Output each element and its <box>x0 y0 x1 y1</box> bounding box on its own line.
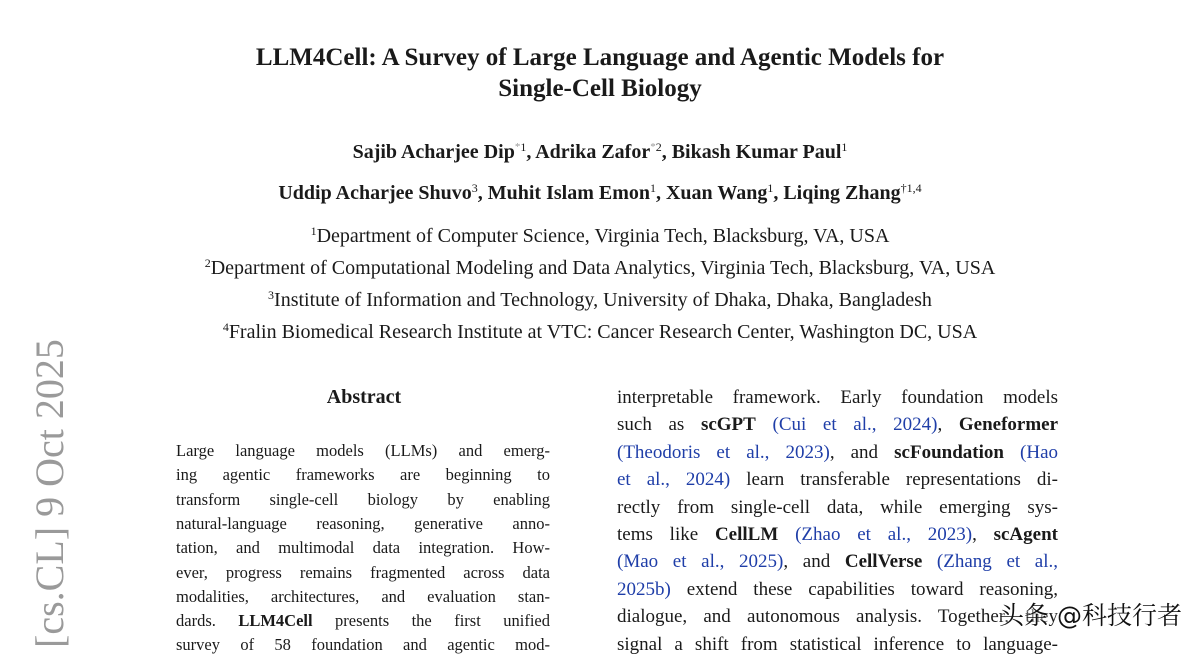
author-affiliation-sup: 1 <box>767 181 774 195</box>
author-line-2: Uddip Acharjee Shuvo$^3$, Muhit Islam Emon$^1$, Xuan Wang$^1$, Liqing Zhang$^{\dagger 1,4}$ <box>278 181 922 204</box>
author-name: Bikash Kumar Paul <box>671 141 842 163</box>
author-affiliation-sup: 2 <box>655 140 662 154</box>
text-run: , <box>972 524 994 545</box>
model-name: scFoundation <box>894 441 1004 463</box>
text-run: tems like <box>617 524 715 545</box>
citation-link[interactable]: 2025b) <box>617 578 671 600</box>
citation-link[interactable]: (Zhang et al., <box>936 551 1058 573</box>
author-name: Muhit Islam Emon <box>487 182 650 204</box>
equal-contribution-mark: * <box>650 141 656 153</box>
body-line <box>617 387 1058 409</box>
arxiv-sidebar-stamp <box>28 339 72 648</box>
model-name: LLM4Cell <box>238 611 313 631</box>
model-name: CellLM <box>714 524 779 545</box>
text-run: , <box>937 414 959 436</box>
author-line-1: Sajib Acharjee Dip$^{*1}$, Adrika Zafor$^{*2}$, Bikash Kumar Paul$^1$ <box>352 140 848 163</box>
abstract-line <box>176 490 550 510</box>
arxiv-stamp-text: [cs.CL] 9 Oct 2025 <box>27 339 72 648</box>
text-run <box>778 524 795 545</box>
text-run: extend these capabilities toward reasoning, <box>670 578 1058 600</box>
text-run: transform single-cell biology by enabling <box>176 489 550 509</box>
affiliation-2: $^2$Department of Computational Modeling and Data Analytics, Virginia Tech, Blacksburg, VA, USA <box>204 256 996 279</box>
text-run: dialogue, and autonomous analysis. Together, they <box>617 606 1058 628</box>
paper-title <box>0 42 1200 104</box>
title-line-2: Single-Cell Biology <box>498 75 702 102</box>
affiliation-4: $^4$Fralin Biomedical Research Institute at VTC: Cancer Research Center, Washington DC, USA <box>222 320 978 343</box>
text-run: signal a shift from statistical inference to language- <box>617 633 1058 655</box>
abstract-line <box>176 611 550 631</box>
author-affiliation-sup: 1 <box>649 181 656 195</box>
text-run: interpretable framework. Early foundation models <box>617 387 1058 408</box>
body-line <box>617 579 1058 601</box>
title-line-1: LLM4Cell: A Survey of Large Language and Agentic Models for <box>255 44 945 71</box>
author-name: Liqing Zhang <box>783 182 901 204</box>
text-run: natural-language reasoning, generative anno- <box>176 513 550 533</box>
text-run: ever, progress remains fragmented across data <box>176 562 550 582</box>
text-run: dards. <box>176 611 239 631</box>
text-run: modalities, architectures, and evaluation stan- <box>176 586 550 606</box>
body-line <box>617 551 1058 573</box>
model-name: Geneformer <box>958 414 1058 436</box>
body-line <box>617 634 1058 656</box>
abstract-line <box>176 635 550 655</box>
affiliation-3: $^3$Institute of Information and Technology, University of Dhaka, Dhaka, Bangladesh <box>268 288 932 311</box>
author-name: Sajib Acharjee Dip <box>352 141 515 163</box>
text-run <box>922 551 937 572</box>
citation-link[interactable]: (Hao <box>1020 441 1058 463</box>
author-name: Uddip Acharjee Shuvo <box>278 182 472 204</box>
model-name: scGPT <box>700 414 756 436</box>
text-run: learn transferable representations di- <box>730 469 1058 491</box>
source-watermark: 头条 @科技行者 <box>999 601 1182 630</box>
body-line <box>617 497 1058 519</box>
citation-link[interactable]: et al., 2024) <box>617 469 731 491</box>
text-run: rectly from single-cell data, while emerging sys- <box>617 496 1058 518</box>
abstract-line <box>176 514 550 534</box>
text-run: Large language models (LLMs) and emerg- <box>176 441 550 460</box>
affiliation-1: $^1$Department of Computer Science, Virginia Tech, Blacksburg, VA, USA <box>310 224 890 247</box>
author-affiliation-sup: 1 <box>520 140 527 154</box>
text-run: survey of 58 foundation and agentic mod- <box>176 635 550 655</box>
abstract-line <box>176 441 550 461</box>
body-line <box>617 524 1058 546</box>
author-name: Adrika Zafor <box>535 141 651 163</box>
abstract-line <box>176 465 550 485</box>
text-run <box>1004 442 1020 463</box>
body-line <box>617 414 1058 436</box>
author-name: Xuan Wang <box>665 182 768 204</box>
text-run: , and <box>783 551 845 573</box>
body-line <box>617 469 1058 491</box>
abstract-heading: Abstract <box>326 386 402 408</box>
citation-link[interactable]: (Zhao et al., 2023) <box>795 524 973 545</box>
citation-link[interactable]: (Theodoris et al., 2023) <box>617 441 830 463</box>
body-line <box>617 606 1058 628</box>
abstract-line <box>176 587 550 607</box>
text-run: presents the first unified <box>312 611 550 631</box>
author-affiliation-sup: 1 <box>841 140 848 154</box>
model-name: scAgent <box>993 524 1058 545</box>
abstract-line <box>176 563 550 583</box>
equal-contribution-mark: * <box>514 141 521 153</box>
author-affiliation-sup: †1,4 <box>900 181 922 195</box>
text-run: ing agentic frameworks are beginning to <box>176 465 550 485</box>
body-line <box>617 442 1058 464</box>
model-name: CellVerse <box>844 551 923 573</box>
citation-link[interactable]: (Mao et al., 2025) <box>617 551 784 573</box>
text-run: tation, and multimodal data integration. How- <box>176 538 550 558</box>
text-run: such as <box>617 414 701 436</box>
text-run: , and <box>829 441 895 463</box>
author-affiliation-sup: 3 <box>471 181 478 195</box>
text-run <box>756 414 773 435</box>
citation-link[interactable]: (Cui et al., 2024) <box>772 414 938 436</box>
abstract-line <box>176 538 550 558</box>
